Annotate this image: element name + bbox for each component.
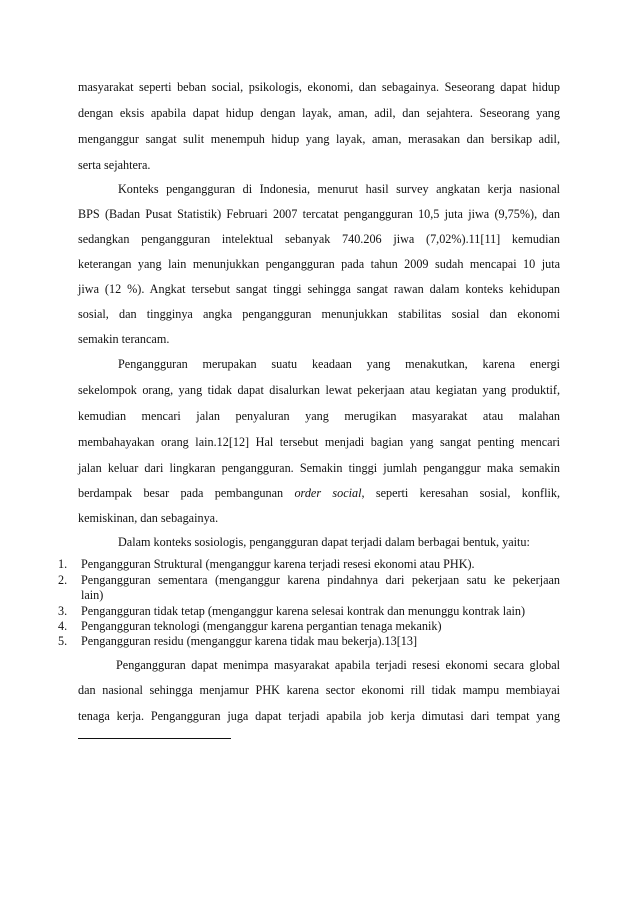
list-item-2: Pengangguran sementara (menganggur karena pindahnya dari pekerjaan satu ke pekerjaan [81, 573, 560, 587]
footnote-separator [78, 738, 231, 739]
list-item-5-number: 5. [58, 634, 68, 648]
paragraph-3-line-5: jalan keluar dari lingkaran pengangguran. Semakin tinggi jumlah penganggur maka semakin [78, 461, 560, 475]
paragraph-5-line-1: Pengangguran dapat menimpa masyarakat apabila terjadi resesi ekonomi secara global [116, 658, 560, 672]
list-item-3: Pengangguran tidak tetap (menganggur karena selesai kontrak dan menunggu kontrak lain) [81, 604, 526, 618]
paragraph-1-line-4: serta sejahtera. [78, 158, 151, 172]
paragraph-4: Dalam konteks sosiologis, pengangguran dapat terjadi dalam berbagai bentuk, yaitu: [118, 535, 530, 549]
paragraph-3-line-7: kemiskinan, dan sebagainya. [78, 511, 219, 525]
paragraph-2-line-1: Konteks pengangguran di Indonesia, menurut hasil survey angkatan kerja nasional [118, 182, 560, 196]
paragraph-1-line-1: masyarakat seperti beban social, psikologis, ekonomi, dan sebagainya. Seseorang dapat hidup [78, 80, 560, 94]
order-social-italic: order social [294, 486, 362, 500]
paragraph-3-line-6 [78, 486, 560, 500]
list-item-1: Pengangguran Struktural (menganggur karena terjadi resesi ekonomi atau PHK). [81, 557, 475, 571]
paragraph-1-line-2: dengan eksis apabila dapat hidup dengan layak, aman, adil, dan sejahtera. Seseorang yang [78, 106, 560, 120]
list-item-4: Pengangguran teknologi (menganggur karena pergantian tenaga mekanik) [81, 619, 442, 633]
paragraph-2-line-7: semakin terancam. [78, 332, 170, 346]
paragraph-2-line-6: sosial, dan tingginya angka pengangguran menunjukkan stabilitas sosial dan ekonomi [78, 307, 560, 321]
paragraph-5-line-2: dan nasional sehingga menjamur PHK karena sector ekonomi rill tidak mampu membiayai [78, 683, 560, 697]
paragraph-2-line-2: BPS (Badan Pusat Statistik) Februari 2007 tercatat pengangguran 10,5 juta jiwa (9,75%), dan [78, 207, 560, 221]
paragraph-2-line-4: keterangan yang lain menunjukkan pengangguran pada tahun 2009 sudah mencapai 10 juta [78, 257, 560, 271]
paragraph-3-line-1: Pengangguran merupakan suatu keadaan yang menakutkan, karena energi [118, 357, 560, 371]
list-item-4-number: 4. [58, 619, 68, 633]
list-item-5: Pengangguran residu (menganggur karena tidak mau bekerja).13[13] [81, 634, 418, 648]
paragraph-3-line-6-text-a: berdampak besar pada pembangunan [78, 486, 284, 500]
paragraph-3-line-6-text-b: , seperti keresahan sosial, konflik, [361, 486, 560, 500]
list-item-2-number: 2. [58, 573, 68, 587]
paragraph-3-line-3: kemudian mencari jalan penyaluran yang merugikan masyarakat atau malahan [78, 409, 560, 423]
list-item-3-number: 3. [58, 604, 68, 618]
list-item-1-number: 1. [58, 557, 68, 571]
paragraph-5-line-3: tenaga kerja. Pengangguran juga dapat terjadi apabila job kerja dimutasi dari tempat yang [78, 709, 560, 723]
list-item-2-continuation: lain) [81, 588, 104, 602]
paragraph-1-line-3: menganggur sangat sulit menempuh hidup yang layak, aman, merasakan dan bersikap adil, [78, 132, 560, 146]
paragraph-3-line-4: membahayakan orang lain.12[12] Hal tersebut menjadi bagian yang sangat penting mencari [78, 435, 560, 449]
paragraph-3-line-2: sekelompok orang, yang tidak dapat disalurkan lewat pekerjaan atau kegiatan yang produktif, [78, 383, 560, 397]
paragraph-2-line-5: jiwa (12 %). Angkat tersebut sangat tinggi sehingga sangat rawan dalam konteks kehidupan [78, 282, 560, 296]
paragraph-2-line-3: sedangkan pengangguran intelektual sebanyak 740.206 jiwa (7,02%).11[11] kemudian [78, 232, 560, 246]
